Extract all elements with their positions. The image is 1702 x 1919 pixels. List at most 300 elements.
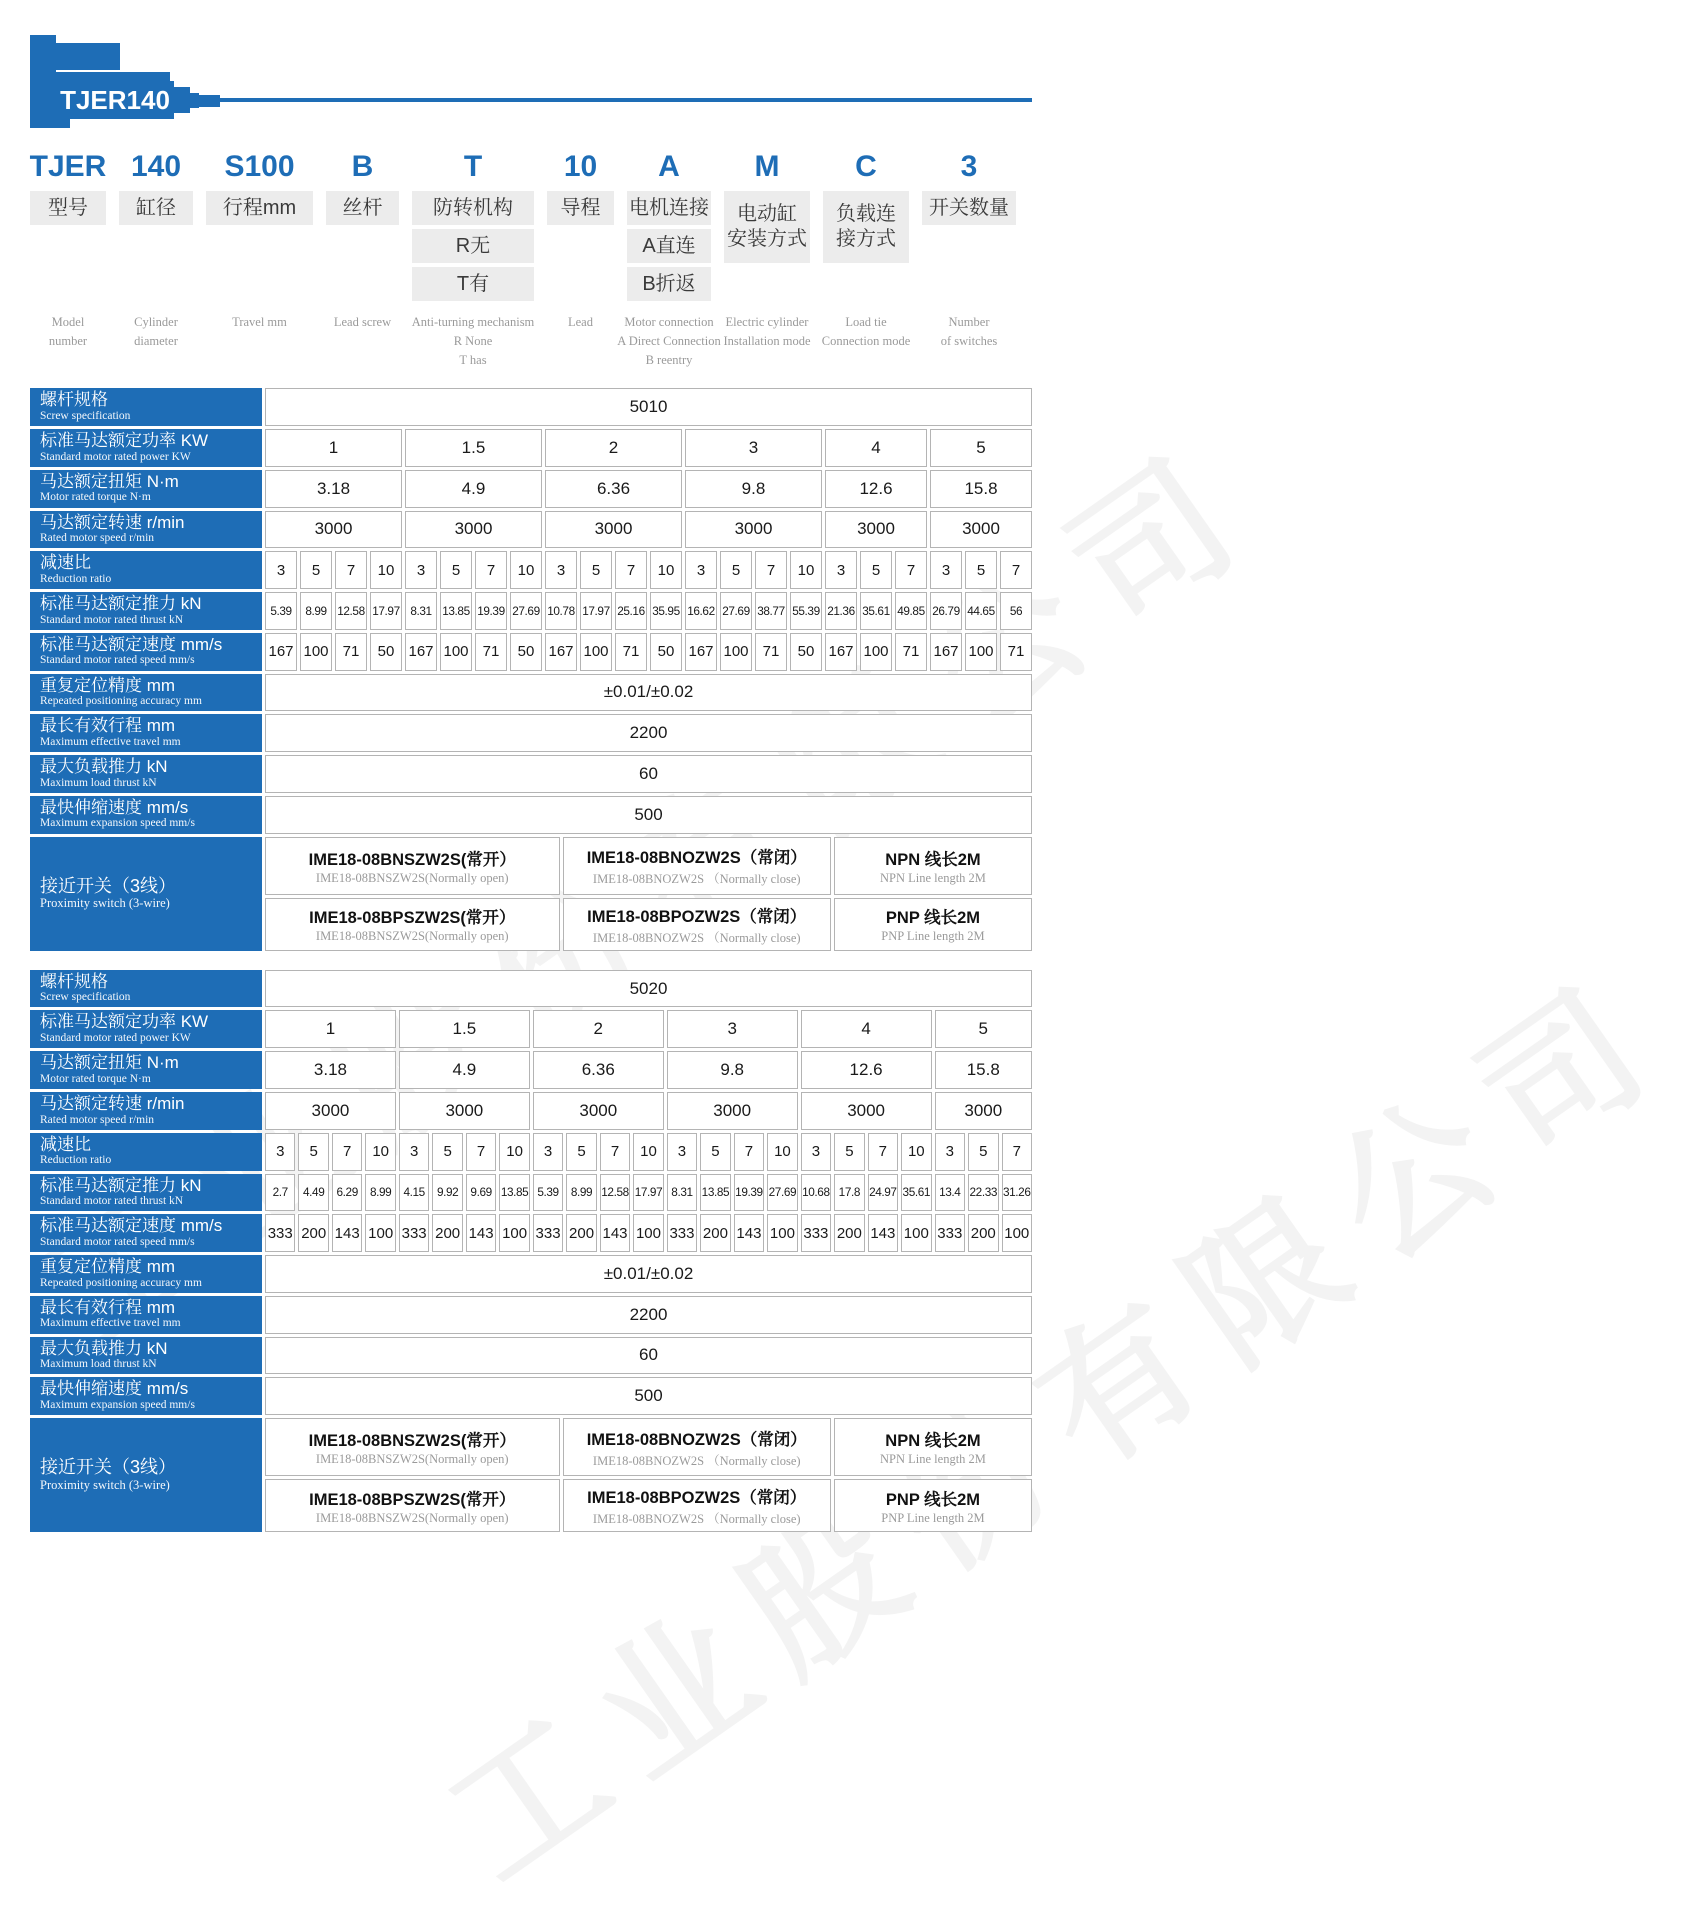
- spec-cell: 5: [720, 551, 752, 589]
- legend-column: [627, 191, 711, 301]
- legend-column: [119, 191, 193, 225]
- spec-cell: 5.39: [533, 1174, 563, 1212]
- spec-cell: 3: [930, 551, 962, 589]
- spec-row: [30, 1092, 1032, 1130]
- legend-english: Number of switches: [940, 315, 998, 348]
- switch-option-cell: IME18-08BPOZW2S（常闭） IME18-08BNOZW2S （Normally close): [563, 1479, 831, 1532]
- spec-cell: 3: [399, 1133, 429, 1171]
- spec-row-label: 最大负载推力 kN Maximum load thrust kN: [30, 1337, 262, 1375]
- spec-tables: [30, 388, 1032, 1532]
- spec-row: [30, 1296, 1032, 1334]
- spec-cell: 5020: [265, 970, 1032, 1008]
- spec-cell: 17.97: [633, 1174, 663, 1212]
- spec-cell: 3: [405, 551, 437, 589]
- spec-cell: 7: [755, 551, 787, 589]
- model-code-part: S100: [224, 150, 295, 183]
- spec-row: [30, 755, 1032, 793]
- spec-cell: 7: [734, 1133, 764, 1171]
- spec-cell: 4.9: [405, 470, 542, 508]
- spec-cell: 10: [510, 551, 542, 589]
- spec-cell: 1: [265, 429, 402, 467]
- spec-cell: 3000: [265, 511, 402, 549]
- spec-cell: 3: [935, 1133, 965, 1171]
- spec-cell: 12.58: [600, 1174, 630, 1212]
- spec-cell: 10: [901, 1133, 931, 1171]
- spec-row-label: 接近开关（3线） Proximity switch (3-wire): [30, 1418, 262, 1532]
- spec-cell: 7: [895, 551, 927, 589]
- legend-english: Model number: [48, 315, 88, 348]
- switch-option-cell: IME18-08BNOZW2S（常闭） IME18-08BNOZW2S （Normally close): [563, 837, 831, 895]
- spec-cell: 13.85: [440, 592, 472, 630]
- spec-cell: 27.69: [767, 1174, 797, 1212]
- switch-option-cell: PNP 线长2M PNP Line length 2M: [834, 898, 1032, 951]
- spec-cell: 56: [1000, 592, 1032, 630]
- spec-cell: 5: [566, 1133, 596, 1171]
- spec-row: [30, 1255, 1032, 1293]
- spec-cell: 8.31: [405, 592, 437, 630]
- spec-cell: 19.39: [475, 592, 507, 630]
- model-code-part: 140: [130, 150, 182, 183]
- spec-row: [30, 796, 1032, 834]
- model-code-part: T: [463, 150, 483, 183]
- model-code-row: [30, 145, 1032, 189]
- spec-sheet-page: [0, 0, 1060, 1527]
- spec-cell: 71: [335, 633, 367, 671]
- model-code-part: M: [754, 150, 780, 183]
- code-legend-english: [30, 313, 1032, 369]
- spec-cell: 10: [633, 1133, 663, 1171]
- legend-option-cell: B折返: [627, 267, 711, 301]
- spec-cell: 3000: [801, 1092, 932, 1130]
- spec-cell: 35.61: [860, 592, 892, 630]
- spec-cell: 9.69: [466, 1174, 496, 1212]
- spec-row-label: 马达额定扭矩 N·m Motor rated torque N·m: [30, 470, 262, 508]
- legend-column: [922, 191, 1016, 225]
- model-code-part: A: [658, 150, 680, 183]
- spec-cell: 100: [499, 1214, 529, 1252]
- spec-cell: 10.78: [545, 592, 577, 630]
- spec-cell: 2200: [265, 1296, 1032, 1334]
- logo-step-shape: [190, 93, 199, 108]
- spec-cell: 100: [720, 633, 752, 671]
- spec-cell: 19.39: [734, 1174, 764, 1212]
- spec-cell: 3: [801, 1133, 831, 1171]
- switch-option-cell: IME18-08BPOZW2S（常闭） IME18-08BNOZW2S （Normally close): [563, 898, 831, 951]
- spec-cell: 6.36: [533, 1051, 664, 1089]
- spec-cell: 49.85: [895, 592, 927, 630]
- spec-row: [30, 1051, 1032, 1089]
- spec-cell: 3000: [685, 511, 822, 549]
- legend-label: 电动缸 安装方式: [724, 191, 810, 263]
- spec-cell: 9.92: [432, 1174, 462, 1212]
- logo-flange-shape: [30, 35, 56, 128]
- spec-cell: 71: [895, 633, 927, 671]
- spec-cell: 44.65: [965, 592, 997, 630]
- spec-cell: 100: [860, 633, 892, 671]
- spec-cell: 8.99: [566, 1174, 596, 1212]
- spec-cell: 200: [968, 1214, 998, 1252]
- spec-row: [30, 470, 1032, 508]
- spec-cell: 5: [300, 551, 332, 589]
- spec-row-label: 标准马达额定功率 KW Standard motor rated power KW: [30, 429, 262, 467]
- spec-cell: 2: [533, 1010, 664, 1048]
- legend-english: Lead: [568, 315, 593, 329]
- model-code-part: TJER: [29, 150, 107, 183]
- spec-cell: 25.16: [615, 592, 647, 630]
- spec-row: [30, 1214, 1032, 1252]
- legend-option-cell: A直连: [627, 229, 711, 263]
- switch-option-cell: IME18-08BNSZW2S(常开） IME18-08BNSZW2S(Normally open): [265, 837, 560, 895]
- spec-row: [30, 511, 1032, 549]
- spec-cell: 50: [650, 633, 682, 671]
- spec-cell: 333: [801, 1214, 831, 1252]
- spec-cell: 143: [332, 1214, 362, 1252]
- spec-cell: 9.8: [685, 470, 822, 508]
- logo-rod-line: [220, 98, 1032, 102]
- spec-cell: ±0.01/±0.02: [265, 1255, 1032, 1293]
- spec-row-label: 马达额定转速 r/min Rated motor speed r/min: [30, 511, 262, 549]
- spec-cell: 55.39: [790, 592, 822, 630]
- spec-cell: 5: [968, 1133, 998, 1171]
- spec-cell: 10: [499, 1133, 529, 1171]
- spec-cell: 100: [965, 633, 997, 671]
- spec-row-label: 重复定位精度 mm Repeated positioning accuracy mm: [30, 674, 262, 712]
- spec-row-label: 马达额定扭矩 N·m Motor rated torque N·m: [30, 1051, 262, 1089]
- spec-cell: 13.85: [499, 1174, 529, 1212]
- legend-label: 负载连 接方式: [823, 191, 909, 263]
- spec-cell: 333: [533, 1214, 563, 1252]
- spec-cell: 4.49: [298, 1174, 328, 1212]
- spec-row-label: 标准马达额定推力 kN Standard motor rated thrust kN: [30, 1174, 262, 1212]
- legend-english: Travel mm: [232, 315, 287, 329]
- switch-option-cell: IME18-08BPSZW2S(常开） IME18-08BNSZW2S(Normally open): [265, 1479, 560, 1532]
- spec-cell: 3: [685, 429, 822, 467]
- spec-cell: 5: [860, 551, 892, 589]
- spec-cell: 5: [700, 1133, 730, 1171]
- spec-cell: 7: [600, 1133, 630, 1171]
- spec-cell: 10: [370, 551, 402, 589]
- spec-row-label: 重复定位精度 mm Repeated positioning accuracy mm: [30, 1255, 262, 1293]
- spec-row-label: 接近开关（3线） Proximity switch (3-wire): [30, 837, 262, 951]
- spec-cell: 3: [533, 1133, 563, 1171]
- spec-cell: 17.97: [580, 592, 612, 630]
- spec-cell: 13.85: [700, 1174, 730, 1212]
- legend-column: [724, 191, 810, 263]
- spec-cell: 71: [615, 633, 647, 671]
- spec-cell: 500: [265, 796, 1032, 834]
- spec-row-label: 最长有效行程 mm Maximum effective travel mm: [30, 1296, 262, 1334]
- switch-row: [265, 837, 1032, 895]
- spec-cell: 5: [834, 1133, 864, 1171]
- spec-cell: 333: [265, 1214, 295, 1252]
- spec-cell: 100: [633, 1214, 663, 1252]
- spec-cell: 10: [790, 551, 822, 589]
- spec-cell: 3: [545, 551, 577, 589]
- spec-row: [30, 1337, 1032, 1375]
- legend-english: Electric cylinder Installation mode: [723, 315, 811, 348]
- spec-cell: 7: [1002, 1133, 1032, 1171]
- spec-cell: 167: [545, 633, 577, 671]
- spec-cell: 200: [432, 1214, 462, 1252]
- spec-cell: 3.18: [265, 470, 402, 508]
- spec-cell: 24.97: [868, 1174, 898, 1212]
- spec-row-label: 标准马达额定速度 mm/s Standard motor rated speed mm/s: [30, 1214, 262, 1252]
- legend-english: Lead screw: [333, 315, 392, 329]
- model-code-part: 10: [563, 150, 598, 183]
- spec-cell: 21.36: [825, 592, 857, 630]
- model-code-part: B: [351, 150, 374, 183]
- legend-column: [823, 191, 909, 263]
- spec-row: [30, 429, 1032, 467]
- legend-label: 开关数量: [922, 191, 1016, 225]
- spec-cell: 12.58: [335, 592, 367, 630]
- spec-cell: 4.9: [399, 1051, 530, 1089]
- spec-cell: 100: [580, 633, 612, 671]
- legend-label: 缸径: [119, 191, 193, 225]
- spec-cell: ±0.01/±0.02: [265, 674, 1032, 712]
- spec-row: [30, 714, 1032, 752]
- spec-row-label: 标准马达额定速度 mm/s Standard motor rated speed mm/s: [30, 633, 262, 671]
- spec-cell: 15.8: [935, 1051, 1032, 1089]
- spec-cell: 71: [755, 633, 787, 671]
- spec-cell: 167: [405, 633, 437, 671]
- spec-cell: 3000: [533, 1092, 664, 1130]
- switch-option-cell: NPN 线长2M NPN Line length 2M: [834, 1418, 1032, 1476]
- spec-cell: 100: [901, 1214, 931, 1252]
- spec-cell: 5010: [265, 388, 1032, 426]
- spec-row: [30, 551, 1032, 589]
- spec-cell: 5: [432, 1133, 462, 1171]
- spec-cell: 13.4: [935, 1174, 965, 1212]
- spec-cell: 4: [825, 429, 927, 467]
- spec-row-label: 最快伸缩速度 mm/s Maximum expansion speed mm/s: [30, 796, 262, 834]
- spec-cell: 100: [1002, 1214, 1032, 1252]
- switch-row: [265, 1479, 1032, 1532]
- switch-option-cell: IME18-08BNSZW2S(常开） IME18-08BNSZW2S(Normally open): [265, 1418, 560, 1476]
- spec-row: [30, 970, 1032, 1008]
- spec-row-label: 减速比 Reduction ratio: [30, 1133, 262, 1171]
- spec-row-label: 最长有效行程 mm Maximum effective travel mm: [30, 714, 262, 752]
- spec-row-label: 马达额定转速 r/min Rated motor speed r/min: [30, 1092, 262, 1130]
- spec-row-label: 螺杆规格 Screw specification: [30, 388, 262, 426]
- spec-cell: 50: [370, 633, 402, 671]
- spec-cell: 7: [466, 1133, 496, 1171]
- spec-cell: 500: [265, 1377, 1032, 1415]
- legend-label: 丝杆: [326, 191, 399, 225]
- legend-label: 电机连接: [627, 191, 711, 225]
- spec-cell: 5: [965, 551, 997, 589]
- spec-row: [30, 592, 1032, 630]
- code-legend: [30, 191, 1032, 301]
- spec-cell: 143: [600, 1214, 630, 1252]
- spec-cell: 6.29: [332, 1174, 362, 1212]
- spec-cell: 4: [801, 1010, 932, 1048]
- spec-cell: 3.18: [265, 1051, 396, 1089]
- spec-cell: 17.97: [370, 592, 402, 630]
- spec-cell: 333: [399, 1214, 429, 1252]
- spec-cell: 10.68: [801, 1174, 831, 1212]
- spec-cell: 3000: [545, 511, 682, 549]
- spec-cell: 200: [700, 1214, 730, 1252]
- legend-option-cell: T有: [412, 267, 534, 301]
- spec-cell: 4.15: [399, 1174, 429, 1212]
- spec-cell: 7: [475, 551, 507, 589]
- spec-row-label: 最快伸缩速度 mm/s Maximum expansion speed mm/s: [30, 1377, 262, 1415]
- spec-cell: 5: [298, 1133, 328, 1171]
- switch-option-cell: IME18-08BPSZW2S(常开） IME18-08BNSZW2S(Normally open): [265, 898, 560, 951]
- spec-cell: 200: [834, 1214, 864, 1252]
- legend-column: [30, 191, 106, 225]
- spec-cell: 7: [615, 551, 647, 589]
- legend-english: Motor connection A Direct Connection B reentry: [617, 315, 721, 367]
- spec-cell: 3000: [405, 511, 542, 549]
- spec-cell: 7: [868, 1133, 898, 1171]
- spec-cell: 3: [265, 551, 297, 589]
- spec-cell: 1.5: [405, 429, 542, 467]
- spec-cell: 100: [365, 1214, 395, 1252]
- legend-column: [412, 191, 534, 301]
- spec-cell: 3: [265, 1133, 295, 1171]
- proximity-switch-block: [30, 1418, 1032, 1532]
- spec-cell: 35.95: [650, 592, 682, 630]
- spec-cell: 167: [265, 633, 297, 671]
- spec-cell: 26.79: [930, 592, 962, 630]
- spec-table-5010: [30, 388, 1032, 950]
- spec-cell: 6.36: [545, 470, 682, 508]
- logo-text: TJER140: [60, 84, 170, 115]
- legend-column: [326, 191, 399, 225]
- spec-cell: 10: [767, 1133, 797, 1171]
- spec-row-label: 螺杆规格 Screw specification: [30, 970, 262, 1008]
- legend-label: 型号: [30, 191, 106, 225]
- spec-row: [30, 1010, 1032, 1048]
- spec-cell: 15.8: [930, 470, 1032, 508]
- spec-cell: 167: [685, 633, 717, 671]
- legend-english: Load tie Connection mode: [821, 315, 911, 348]
- spec-row-label: 减速比 Reduction ratio: [30, 551, 262, 589]
- spec-cell: 7: [1000, 551, 1032, 589]
- spec-cell: 3000: [265, 1092, 396, 1130]
- spec-cell: 10: [650, 551, 682, 589]
- spec-cell: 3000: [930, 511, 1032, 549]
- spec-cell: 143: [868, 1214, 898, 1252]
- legend-english: Anti-turning mechanism R None T has: [411, 315, 535, 367]
- logo-rod-nub-shape: [199, 95, 220, 107]
- spec-cell: 22.33: [968, 1174, 998, 1212]
- spec-cell: 100: [440, 633, 472, 671]
- spec-cell: 50: [510, 633, 542, 671]
- spec-cell: 16.62: [685, 592, 717, 630]
- legend-label: 防转机构: [412, 191, 534, 225]
- legend-english: Cylinder diameter: [134, 315, 178, 348]
- logo-step-shape: [174, 87, 190, 113]
- spec-cell: 60: [265, 755, 1032, 793]
- spec-cell: 60: [265, 1337, 1032, 1375]
- model-code-part: C: [855, 150, 877, 183]
- spec-cell: 35.61: [901, 1174, 931, 1212]
- spec-cell: 7: [332, 1133, 362, 1171]
- spec-cell: 38.77: [755, 592, 787, 630]
- spec-cell: 5.39: [265, 592, 297, 630]
- legend-option-cell: R无: [412, 229, 534, 263]
- spec-row-label: 标准马达额定功率 KW Standard motor rated power KW: [30, 1010, 262, 1048]
- spec-cell: 8.99: [365, 1174, 395, 1212]
- spec-cell: 3: [685, 551, 717, 589]
- spec-cell: 2200: [265, 714, 1032, 752]
- spec-cell: 200: [566, 1214, 596, 1252]
- spec-row-label: 标准马达额定推力 kN Standard motor rated thrust kN: [30, 592, 262, 630]
- switch-option-cell: NPN 线长2M NPN Line length 2M: [834, 837, 1032, 895]
- spec-cell: 167: [825, 633, 857, 671]
- spec-cell: 12.6: [825, 470, 927, 508]
- spec-cell: 5: [930, 429, 1032, 467]
- model-code-part: 3: [960, 150, 978, 183]
- spec-row: [30, 674, 1032, 712]
- spec-row: [30, 1133, 1032, 1171]
- spec-cell: 3: [825, 551, 857, 589]
- switch-row: [265, 1418, 1032, 1476]
- switch-option-cell: IME18-08BNOZW2S（常闭） IME18-08BNOZW2S （Normally close): [563, 1418, 831, 1476]
- legend-column: [206, 191, 313, 225]
- spec-cell: 12.6: [801, 1051, 932, 1089]
- spec-cell: 31.26: [1002, 1174, 1032, 1212]
- spec-cell: 1: [265, 1010, 396, 1048]
- logo-body-shape: [56, 81, 174, 119]
- spec-cell: 167: [930, 633, 962, 671]
- spec-cell: 3000: [399, 1092, 530, 1130]
- spec-cell: 71: [475, 633, 507, 671]
- spec-cell: 7: [335, 551, 367, 589]
- spec-cell: 333: [935, 1214, 965, 1252]
- spec-cell: 8.31: [667, 1174, 697, 1212]
- spec-cell: 27.69: [720, 592, 752, 630]
- spec-cell: 1.5: [399, 1010, 530, 1048]
- spec-row: [30, 388, 1032, 426]
- spec-cell: 3: [667, 1010, 798, 1048]
- spec-row: [30, 1377, 1032, 1415]
- spec-cell: 3000: [667, 1092, 798, 1130]
- switch-option-cell: PNP 线长2M PNP Line length 2M: [834, 1479, 1032, 1532]
- spec-cell: 100: [767, 1214, 797, 1252]
- spec-cell: 200: [298, 1214, 328, 1252]
- spec-cell: 27.69: [510, 592, 542, 630]
- spec-cell: 333: [667, 1214, 697, 1252]
- spec-cell: 143: [734, 1214, 764, 1252]
- spec-cell: 3: [667, 1133, 697, 1171]
- spec-cell: 10: [365, 1133, 395, 1171]
- cylinder-logo: [30, 35, 1032, 132]
- spec-cell: 5: [580, 551, 612, 589]
- switch-row: [265, 898, 1032, 951]
- legend-label: 导程: [547, 191, 614, 225]
- spec-cell: 8.99: [300, 592, 332, 630]
- spec-cell: 50: [790, 633, 822, 671]
- logo-motor-shape: [56, 43, 120, 70]
- spec-cell: 9.8: [667, 1051, 798, 1089]
- legend-column: [547, 191, 614, 225]
- spec-cell: 5: [935, 1010, 1032, 1048]
- spec-cell: 143: [466, 1214, 496, 1252]
- spec-table-5020: [30, 970, 1032, 1532]
- spec-cell: 71: [1000, 633, 1032, 671]
- spec-cell: 3000: [935, 1092, 1032, 1130]
- spec-cell: 3000: [825, 511, 927, 549]
- spec-cell: 2: [545, 429, 682, 467]
- spec-cell: 5: [440, 551, 472, 589]
- spec-row-label: 最大负载推力 kN Maximum load thrust kN: [30, 755, 262, 793]
- spec-cell: 17.8: [834, 1174, 864, 1212]
- spec-cell: 100: [300, 633, 332, 671]
